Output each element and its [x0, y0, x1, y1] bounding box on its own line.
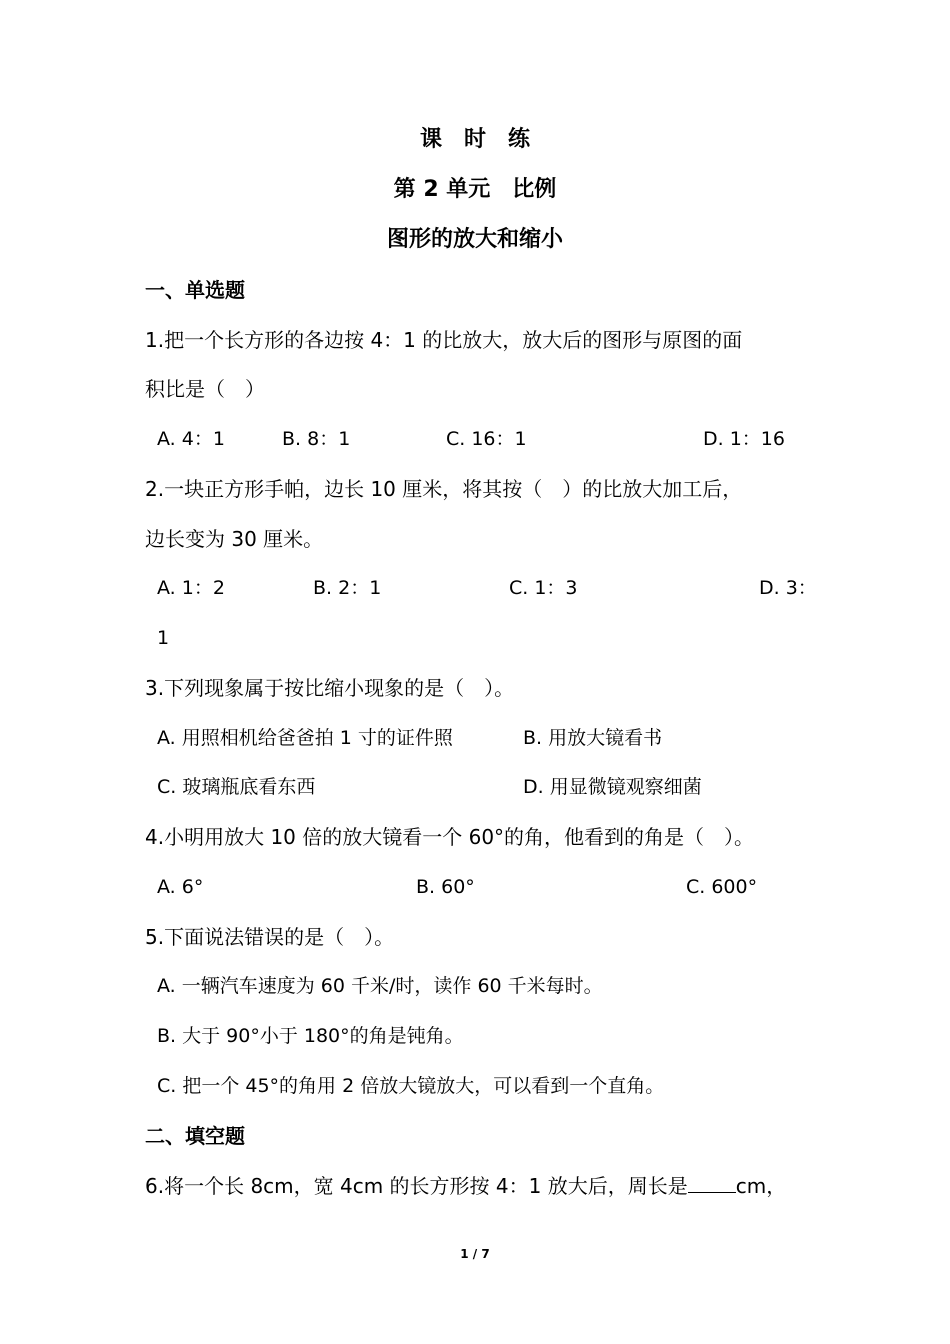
question-3-option-d: D. 用显微镜观察细菌 — [523, 776, 702, 798]
question-2-option-a: A. 1：2 — [157, 577, 225, 599]
question-1-option-d: D. 1：16 — [703, 428, 785, 450]
question-5-line-1: 5.下面说法错误的是（ ）。 — [145, 925, 395, 949]
answer-blank — [688, 1174, 736, 1193]
question-6-line-1 — [145, 1171, 786, 1201]
question-2-line-1: 2.一块正方形手帕，边长 10 厘米，将其按（ ）的比放大加工后， — [145, 477, 743, 501]
lesson-title: 图形的放大和缩小 — [386, 227, 563, 252]
section-heading-single-choice: 一、单选题 — [145, 278, 245, 302]
question-3-option-b: B. 用放大镜看书 — [523, 727, 663, 749]
question-3-option-a: A. 用照相机给爸爸拍 1 寸的证件照 — [157, 727, 453, 749]
unit-title: 第 2 单元 比例 — [393, 177, 557, 202]
question-6-text-after-blank: cm， — [735, 1174, 787, 1198]
question-4-line-1: 4.小明用放大 10 倍的放大镜看一个 60°的角，他看到的角是（ ）。 — [145, 825, 755, 849]
question-1-option-a: A. 4：1 — [157, 428, 225, 450]
question-2-option-c: C. 1：3 — [509, 577, 578, 599]
question-4-option-a: A. 6° — [157, 876, 204, 898]
question-1-line-1: 1.把一个长方形的各边按 4：1 的比放大，放大后的图形与原图的面 — [145, 328, 743, 352]
question-2-option-d-continued: 1 — [157, 627, 170, 649]
question-6-text-before-blank: 6.将一个长 8cm，宽 4cm 的长方形按 4：1 放大后，周长是 — [145, 1174, 688, 1198]
question-4-option-c: C. 600° — [686, 876, 758, 898]
question-5-option-c: C. 把一个 45°的角用 2 倍放大镜放大，可以看到一个直角。 — [157, 1075, 665, 1097]
question-2-option-d: D. 3： — [759, 577, 817, 599]
question-3-line-1: 3.下列现象属于按比缩小现象的是（ ）。 — [145, 676, 515, 700]
question-3-option-c: C. 玻璃瓶底看东西 — [157, 776, 316, 798]
question-4-option-b: B. 60° — [416, 876, 475, 898]
question-5-option-a: A. 一辆汽车速度为 60 千米/时，读作 60 千米每时。 — [157, 975, 603, 997]
question-2-line-2: 边长变为 30 厘米。 — [145, 527, 324, 551]
question-2-option-b: B. 2：1 — [313, 577, 382, 599]
question-1-line-2: 积比是（ ） — [145, 377, 265, 401]
question-5-option-b: B. 大于 90°小于 180°的角是钝角。 — [157, 1025, 464, 1047]
document-title: 课 时 练 — [419, 127, 530, 152]
question-1-option-b: B. 8：1 — [282, 428, 351, 450]
page-number: 1 / 7 — [460, 1247, 490, 1261]
section-heading-fill-blank: 二、填空题 — [145, 1124, 245, 1148]
question-1-option-c: C. 16：1 — [446, 428, 527, 450]
